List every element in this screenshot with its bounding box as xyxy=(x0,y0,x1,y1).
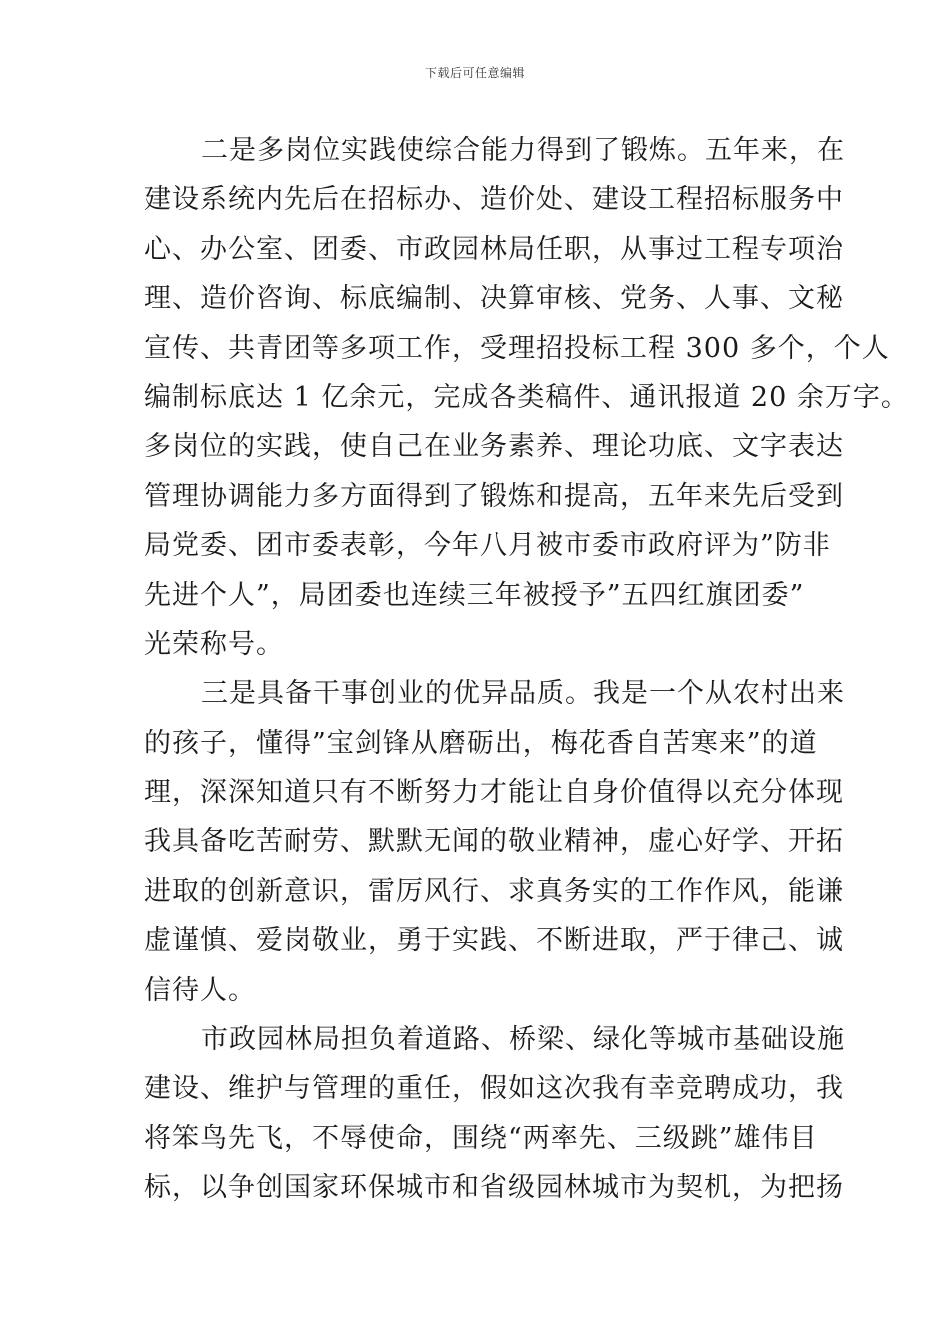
header-note: 下载后可任意编辑 xyxy=(424,66,525,80)
text-line: 管理协调能力多方面得到了锻炼和提高，五年来先后受到 xyxy=(144,480,844,512)
text-line: 心、办公室、团委、市政园林局任职，从事过工程专项治 xyxy=(144,233,844,265)
text-line: 信待人。 xyxy=(144,974,256,1006)
text-line: 将笨鸟先飞，不辱使命，围绕“两率先、三级跳”雄伟目 xyxy=(144,1122,818,1154)
text-line: 光荣称号。 xyxy=(144,628,284,660)
text-line: 宣传、共青团等多项工作，受理招投标工程 300 多个，个人 xyxy=(144,332,890,364)
text-line: 二是多岗位实践使综合能力得到了锻炼。五年来，在 xyxy=(201,135,845,166)
text-line: 的孩子，懂得”宝剑锋从磨砺出，梅花香自苦寒来”的道 xyxy=(144,727,818,759)
text-line: 标，以争创国家环保城市和省级园林城市为契机，为把扬 xyxy=(144,1172,844,1204)
body-text xyxy=(144,126,909,1213)
text-line: 编制标底达 1 亿余元，完成各类稿件、通讯报道 20 余万字。 xyxy=(144,381,909,413)
text-line: 进取的创新意识，雷厉风行、求真务实的工作作风，能谦 xyxy=(144,875,844,907)
text-line: 虚谨慎、爱岗敬业，勇于实践、不断进取，严于律己、诚 xyxy=(144,925,844,957)
text-line: 多岗位的实践，使自己在业务素养、理论功底、文字表达 xyxy=(144,431,844,463)
text-line: 三是具备干事创业的优异品质。我是一个从农村出来 xyxy=(201,678,845,710)
text-line: 理、造价咨询、标底编制、决算审核、党务、人事、文秘 xyxy=(144,283,844,315)
text-line: 市政园林局担负着道路、桥梁、绿化等城市基础设施 xyxy=(201,1024,845,1056)
text-line: 建设、维护与管理的重任，假如这次我有幸竞聘成功，我 xyxy=(144,1073,844,1105)
text-line: 先进个人”，局团委也连续三年被授予”五四红旗团委” xyxy=(144,579,805,611)
text-line: 局党委、团市委表彰，今年八月被市委市政府评为”防非 xyxy=(144,530,831,562)
text-line: 我具备吃苦耐劳、默默无闻的敬业精神，虚心好学、开拓 xyxy=(144,826,844,858)
text-line: 建设系统内先后在招标办、造价处、建设工程招标服务中 xyxy=(144,184,844,216)
text-line: 理，深深知道只有不断努力才能让自身价值得以充分体现 xyxy=(144,777,844,809)
